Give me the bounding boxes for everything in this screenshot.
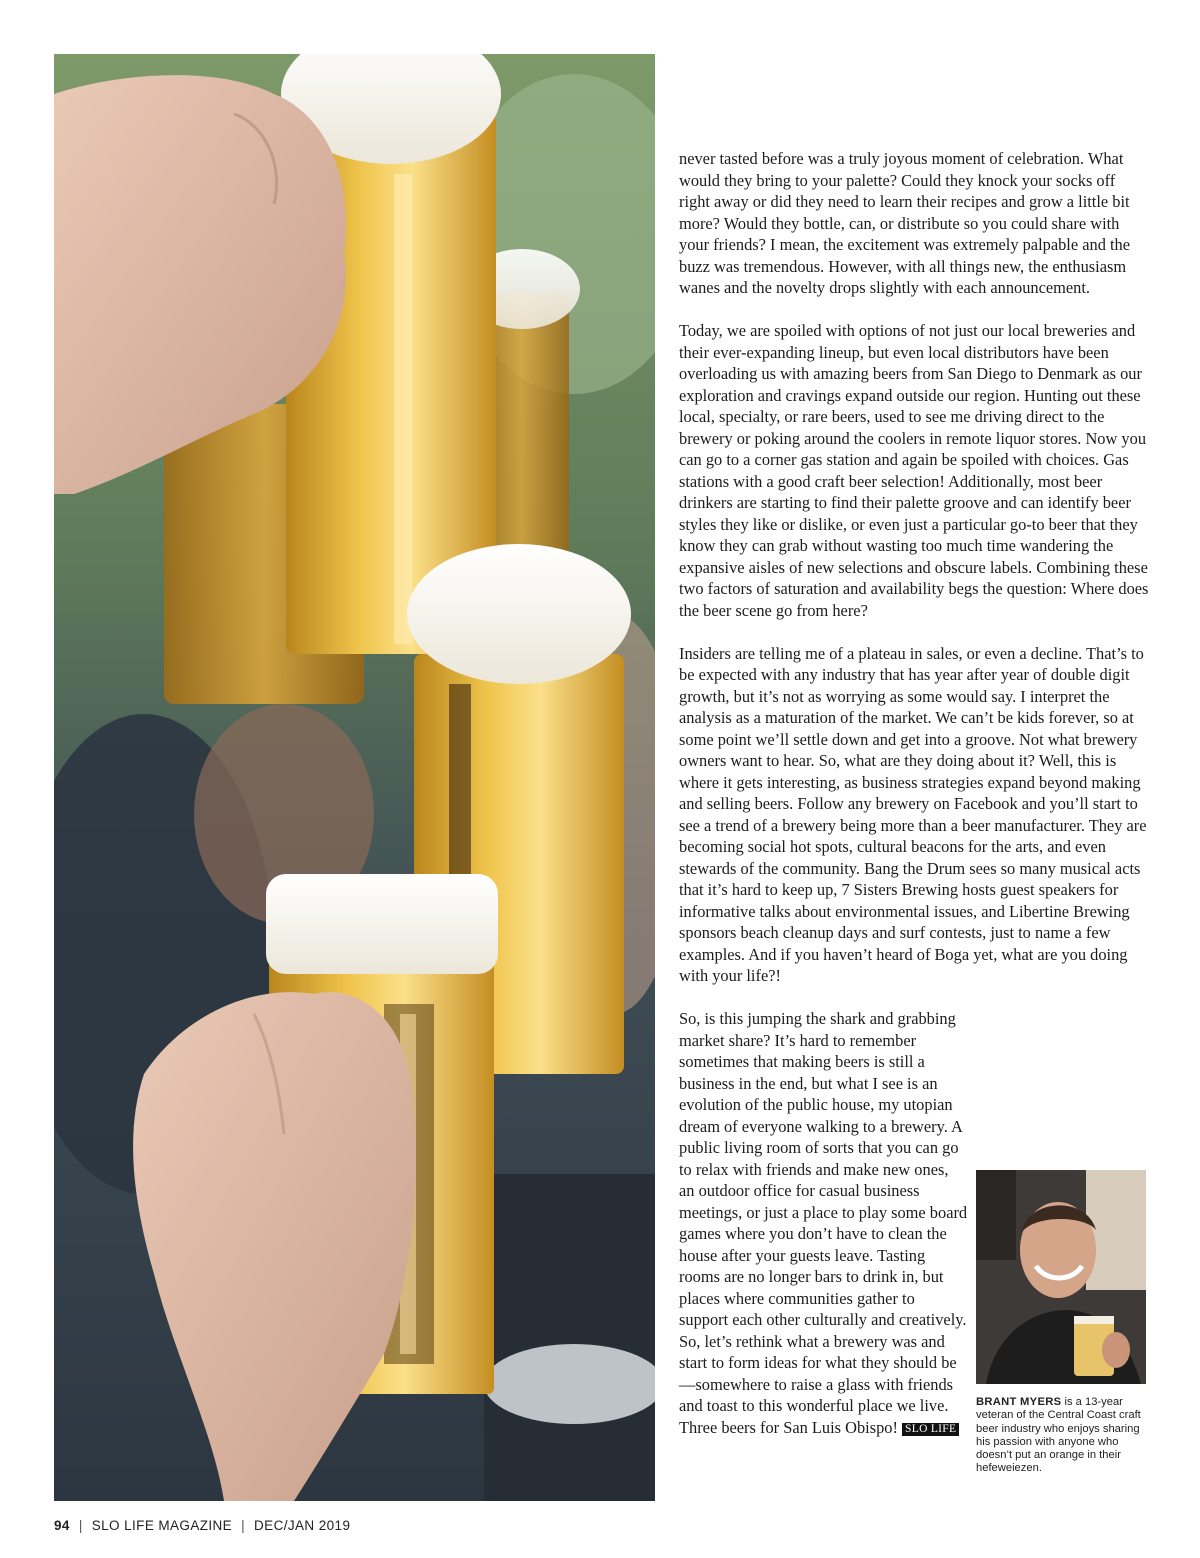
page-footer	[54, 1518, 350, 1533]
author-bio	[976, 1396, 1152, 1476]
hero-photo-beer-toast	[54, 54, 655, 1501]
footer-separator: |	[241, 1518, 246, 1533]
issue-date: DEC/JAN 2019	[254, 1518, 351, 1533]
publication-name: SLO LIFE MAGAZINE	[91, 1518, 233, 1533]
article-paragraph-1: never tasted before was a truly joyous moment of celebration. What would they bring to your palette? Could they knock your socks off right away or did they need to learn their recipes and grow a little bit more? Would they bottle, can, or distribute so you could share with your friends? I mean, the excitement was extremely palpable and the buzz was tremendous. However, with all things new, the enthusiasm wanes and the novelty drops slightly with each announcement.	[679, 149, 1131, 297]
article-paragraph-4-text: So, is this jumping the shark and grabbing market share? It’s hard to remember sometimes that making beers is still a business in the end, but what I see is an evolution of the public house, my utopian dream of everyone walking to a brewery. A public living room of sorts that you can go to relax with friends and make new ones, an outdoor office for casual business meetings, or just a place to play some board games where you don’t have to clean the house after your guests leave. Tasting rooms are no longer bars to drink in, but places where communities gather to support each other culturally and creatively. So, let’s rethink what a brewery was and start to form ideas for what they should be—somewhere to raise a glass with friends and toast to this wonderful place we live. Three beers for San Luis Obispo!	[679, 1009, 968, 1437]
author-bio-text: is a 13-year veteran of the Central Coast craft beer industry who enjoys sharing his passion with anyone who doesn’t put an orange in their hefeweiezen.	[976, 1396, 1141, 1475]
footer-separator: |	[78, 1518, 83, 1533]
article-paragraph-2: Today, we are spoiled with options of not just our local breweries and their ever-expanding lineup, but even local distributors have been overloading us with amazing beers from San Diego to Denmark as our exploration and cravings expand outside our region. Hunting out these local, specialty, or rare beers, used to see me driving direct to the brewery or poking around the coolers in remote liquor stores. Now you can go to a corner gas station and again be spoiled with choices. Gas stations with a good craft beer selection! Additionally, most beer drinkers are starting to find their palette groove and can identify beer styles they like or dislike, or even just a particular go-to beer that they know they can grab without wasting too much time wandering the expansive aisles of new selections and obscure labels. Combining these two factors of saturation and availability begs the question: Where does the beer scene go from here?	[679, 321, 1149, 620]
end-mark-slo-life: SLO LIFE	[902, 1423, 959, 1436]
author-name: BRANT MYERS	[976, 1396, 1062, 1408]
page-number: 94	[54, 1518, 70, 1533]
author-photo	[976, 1170, 1146, 1384]
article-paragraph-3: Insiders are telling me of a plateau in sales, or even a decline. That’s to be expected with any industry that has year after year of double digit growth, but it’s not as worrying as some would say. I interpret the analysis as a maturation of the market. We can’t be kids forever, so at some point we’ll settle down and get into a groove. Not what brewery owners want to hear. So, what are they doing about it? Well, this is where it gets interesting, as business strategies expand beyond making and selling beers. Follow any brewery on Facebook and you’ll start to see a trend of a brewery being more than a beer manufacturer. They are becoming social hot spots, cultural beacons for the arts, and even stewards of the community. Bang the Drum sees so many musical acts that it’s hard to keep up, 7 Sisters Brewing hosts guest speakers for informative talks about environmental issues, and Libertine Brewing sponsors beach cleanup days and surf contests, just to name a few examples. And if you haven’t heard of Boga yet, what are you doing with your life?!	[679, 643, 1147, 985]
